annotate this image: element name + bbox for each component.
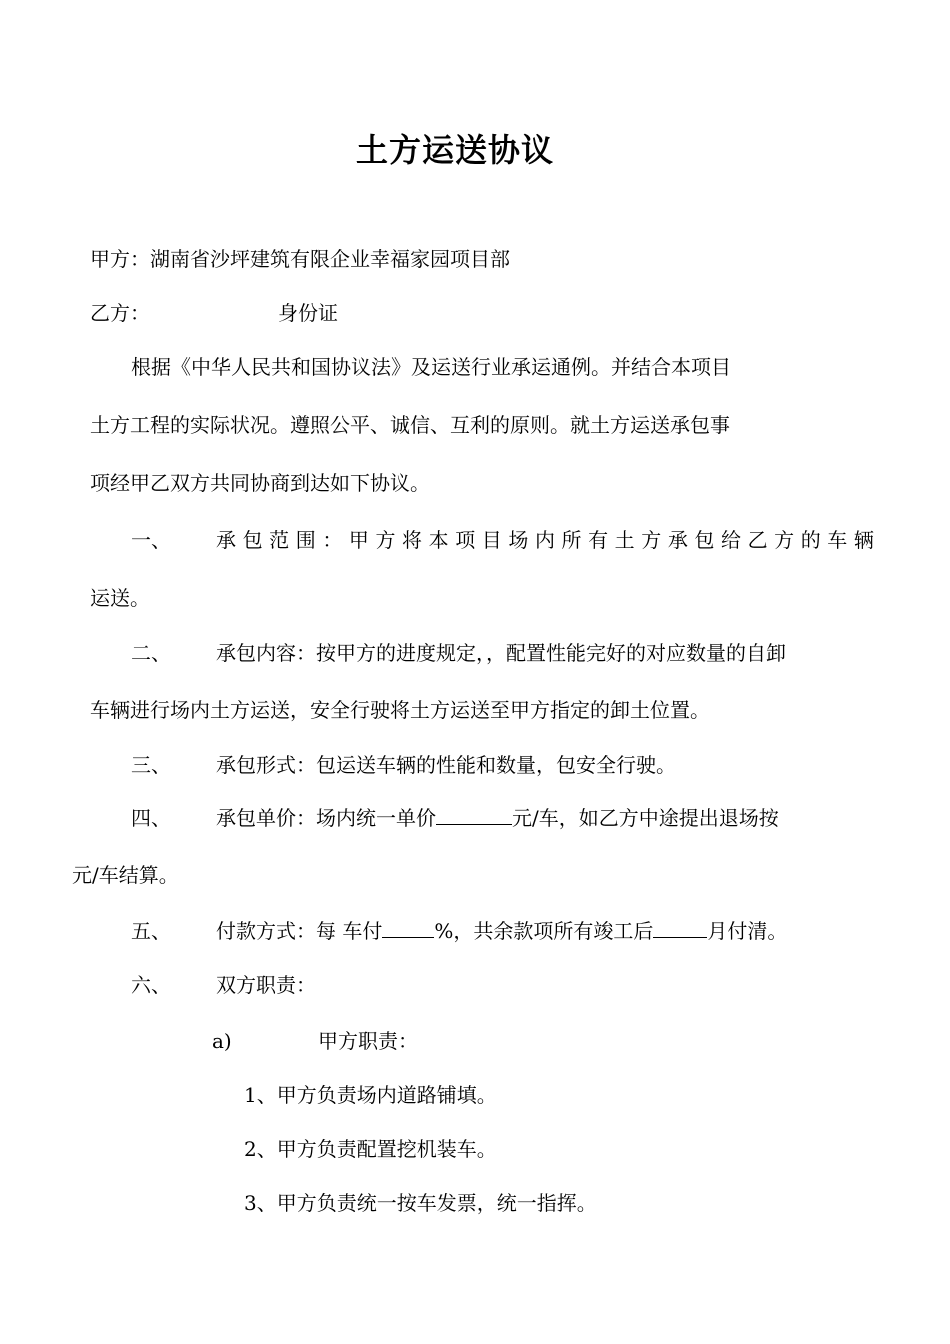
sub-a-marker: a) <box>212 1029 232 1053</box>
clause-1-char: 车 <box>827 528 848 552</box>
clause-2-text: 承包内容：按甲方的进度规定，，配置性能完好的对应数量的自卸 <box>216 641 786 665</box>
intro-line-2: 土方工程的实际状况。遵照公平、诚信、互利的原则。就土方运送承包事 <box>90 413 730 437</box>
party-a-duty-2: 2、甲方负责配置挖机装车。 <box>244 1137 497 1161</box>
clause-5-part-1: 付款方式：每 车付 <box>216 919 383 943</box>
clause-1-char: 辆 <box>853 528 874 552</box>
sub-a-label: 甲方职责： <box>318 1029 418 1053</box>
clause-1-char: 乙 <box>747 528 768 552</box>
clause-1-char: 将 <box>402 528 423 552</box>
clause-1-char: 包 <box>242 528 263 552</box>
clause-1-char: 包 <box>694 528 715 552</box>
clause-1-char: ： <box>322 528 343 552</box>
clause-1-number: 一、 <box>131 528 171 552</box>
clause-5-part-2: %，共余款项所有竣工后 <box>434 919 654 943</box>
party-a-duty-3: 3、甲方负责统一按车发票，统一指挥。 <box>244 1191 597 1215</box>
clause-1-char: 项 <box>455 528 476 552</box>
clause-4-number: 四、 <box>131 806 171 830</box>
intro-line-3: 项经甲乙双方共同协商到达如下协议。 <box>90 471 430 495</box>
party-b-id-label: 身份证 <box>278 301 338 325</box>
clause-1-char: 土 <box>614 528 635 552</box>
clause-5-part-3: 月付清。 <box>707 919 788 943</box>
clause-2-number: 二、 <box>131 641 171 665</box>
payment-percent-blank <box>382 919 434 938</box>
document-title: 土方运送协议 <box>355 131 554 169</box>
clause-5-number: 五、 <box>131 919 171 943</box>
party-b-label: 乙方： <box>90 301 150 325</box>
unit-price-blank <box>436 806 512 825</box>
clause-4-continuation: 元/车结算。 <box>72 863 179 887</box>
party-a-duty-1: 1、甲方负责场内道路铺填。 <box>244 1083 497 1107</box>
clause-1-char: 围 <box>295 528 316 552</box>
clause-1-char: 内 <box>534 528 555 552</box>
clause-1-char: 目 <box>481 528 502 552</box>
payment-months-blank <box>653 919 707 938</box>
clause-1-char: 本 <box>428 528 449 552</box>
clause-1-char: 所 <box>561 528 582 552</box>
clause-1-char: 的 <box>800 528 821 552</box>
clause-1-char: 甲 <box>348 528 369 552</box>
clause-1-char: 有 <box>588 528 609 552</box>
clause-4-text-after: 元/车，如乙方中途提出退场按 <box>512 806 779 830</box>
clause-3-text: 承包形式：包运送车辆的性能和数量，包安全行驶。 <box>216 753 676 777</box>
clause-1-char: 范 <box>269 528 290 552</box>
clause-5-text <box>216 918 787 944</box>
intro-line-1: 根据《中华人民共和国协议法》及运送行业承运通例。并结合本项目 <box>131 355 731 379</box>
clause-6-text: 双方职责： <box>216 973 316 997</box>
clause-1-text <box>216 527 874 553</box>
clause-1-char: 方 <box>641 528 662 552</box>
clause-1-char: 承 <box>667 528 688 552</box>
party-a-line: 甲方：湖南省沙坪建筑有限企业幸福家园项目部 <box>90 247 510 271</box>
clause-3-number: 三、 <box>131 753 171 777</box>
clause-1-char: 方 <box>774 528 795 552</box>
clause-1-char: 场 <box>508 528 529 552</box>
clause-1-char: 承 <box>216 528 236 552</box>
clause-1-char: 方 <box>375 528 396 552</box>
clause-1-continuation: 运送。 <box>90 586 150 610</box>
clause-4-text <box>216 805 779 831</box>
clause-2-continuation: 车辆进行场内土方运送，安全行驶将土方运送至甲方指定的卸土位置。 <box>90 698 710 722</box>
clause-6-number: 六、 <box>131 973 171 997</box>
clause-4-text-before: 承包单价：场内统一单价 <box>216 806 436 830</box>
clause-1-char: 给 <box>720 528 741 552</box>
